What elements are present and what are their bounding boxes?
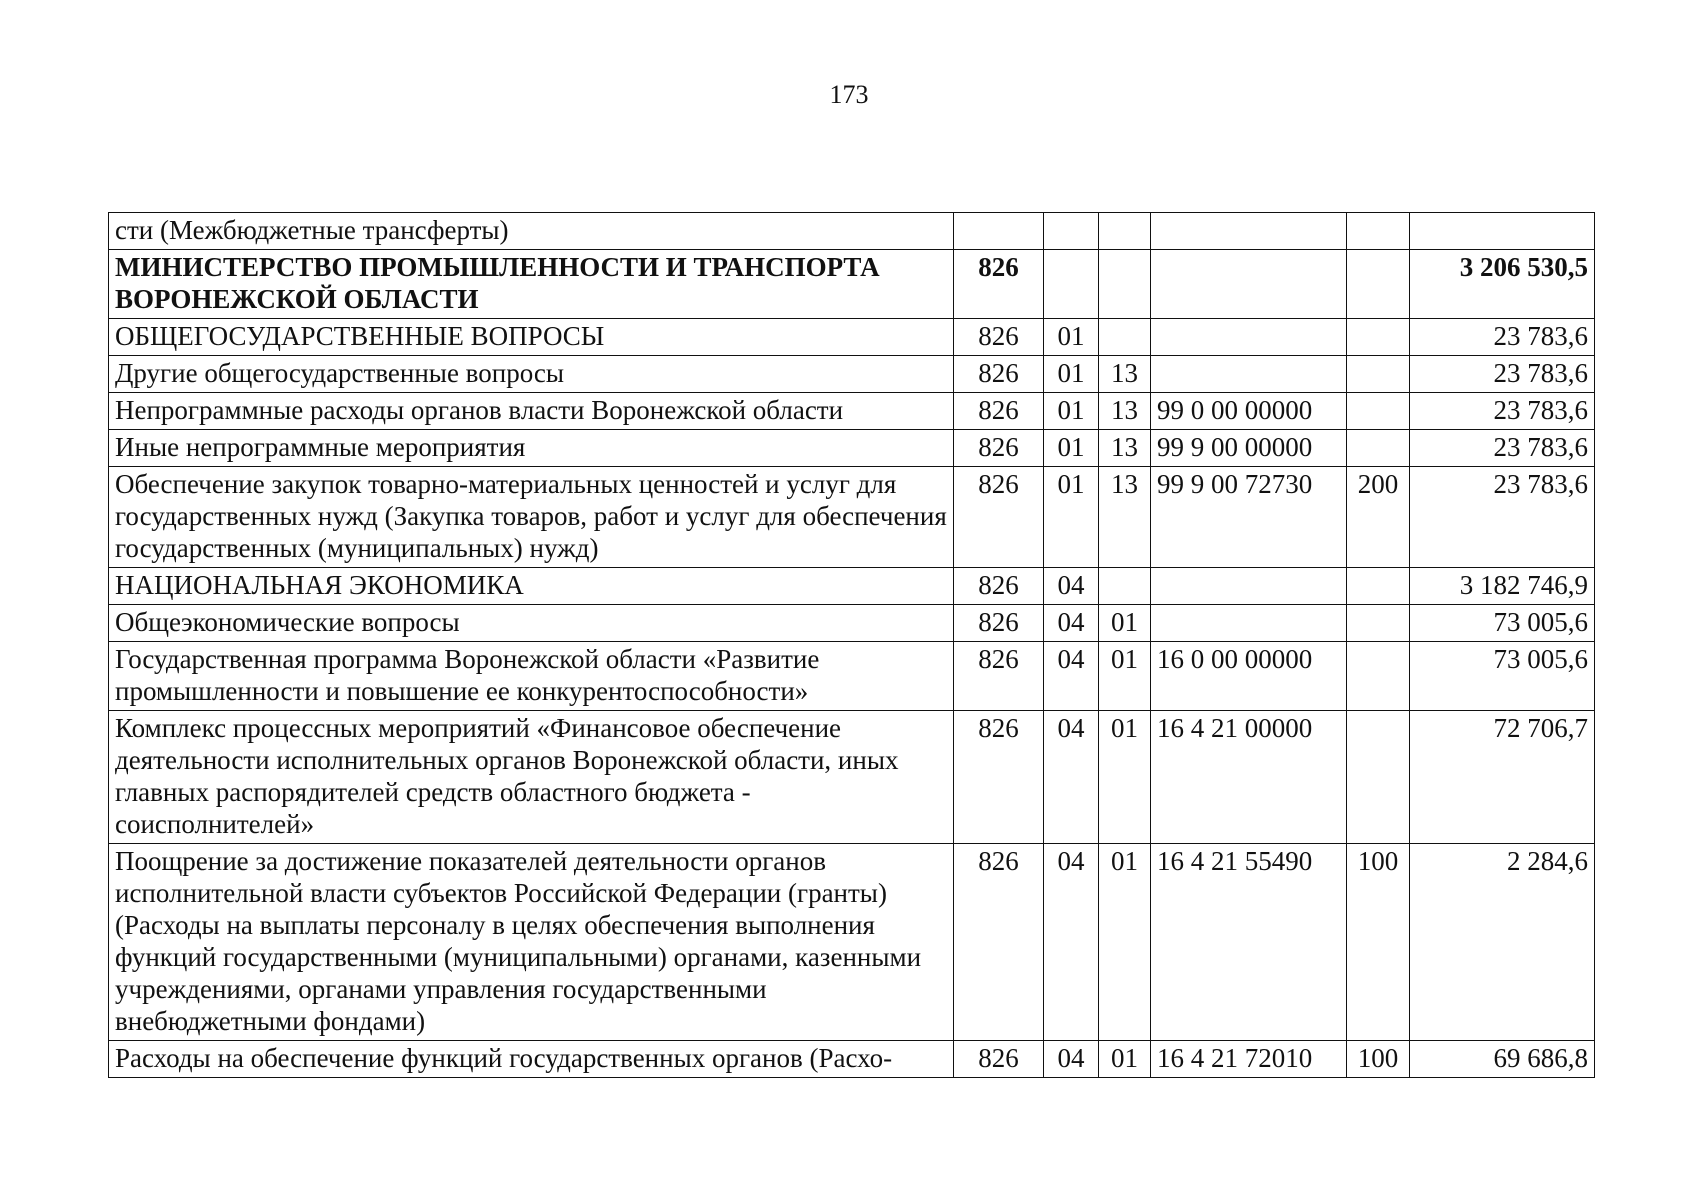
- row-vr: 100: [1347, 1041, 1410, 1078]
- table-row: [109, 356, 1595, 393]
- row-sum: 23 783,6: [1410, 430, 1595, 467]
- budget-table-body: [109, 213, 1595, 1078]
- row-csr: [1151, 213, 1347, 250]
- budget-table: [108, 212, 1595, 1078]
- row-name: Общеэкономические вопросы: [109, 605, 954, 642]
- row-pr: 01: [1099, 605, 1151, 642]
- row-rz: 04: [1044, 844, 1099, 1041]
- row-rz: 01: [1044, 393, 1099, 430]
- table-row: [109, 711, 1595, 844]
- row-ved: 826: [954, 356, 1044, 393]
- row-sum: 23 783,6: [1410, 467, 1595, 568]
- table-row: [109, 213, 1595, 250]
- row-sum: 3 182 746,9: [1410, 568, 1595, 605]
- row-rz: [1044, 213, 1099, 250]
- row-pr: 13: [1099, 356, 1151, 393]
- row-sum: 72 706,7: [1410, 711, 1595, 844]
- row-csr: 16 4 21 00000: [1151, 711, 1347, 844]
- table-row: [109, 250, 1595, 319]
- row-name: Поощрение за достижение показателей деятельности органов исполнительной власти субъектов Российской Федерации (гранты) (Расходы на выплаты персоналу в целях обеспечения выполнения функций государственными (муниципальными) органами, казенными учреждениями, органами управления государственными внебюджетными фондами): [109, 844, 954, 1041]
- row-vr: [1347, 568, 1410, 605]
- row-vr: [1347, 642, 1410, 711]
- row-rz: 04: [1044, 1041, 1099, 1078]
- row-sum: [1410, 213, 1595, 250]
- row-vr: 100: [1347, 844, 1410, 1041]
- table-row: [109, 642, 1595, 711]
- row-csr: [1151, 250, 1347, 319]
- row-sum: 73 005,6: [1410, 642, 1595, 711]
- row-ved: 826: [954, 605, 1044, 642]
- row-name: сти (Межбюджетные трансферты): [109, 213, 954, 250]
- row-pr: 01: [1099, 711, 1151, 844]
- row-rz: 04: [1044, 711, 1099, 844]
- row-csr: 99 9 00 00000: [1151, 430, 1347, 467]
- row-name: МИНИСТЕРСТВО ПРОМЫШЛЕННОСТИ И ТРАНСПОРТА ВОРОНЕЖСКОЙ ОБЛАСТИ: [109, 250, 954, 319]
- row-ved: 826: [954, 319, 1044, 356]
- row-csr: 16 4 21 55490: [1151, 844, 1347, 1041]
- row-name: НАЦИОНАЛЬНАЯ ЭКОНОМИКА: [109, 568, 954, 605]
- row-sum: 23 783,6: [1410, 319, 1595, 356]
- row-pr: 13: [1099, 467, 1151, 568]
- row-csr: [1151, 605, 1347, 642]
- row-sum: 73 005,6: [1410, 605, 1595, 642]
- row-pr: 01: [1099, 1041, 1151, 1078]
- row-vr: [1347, 605, 1410, 642]
- table-row: [109, 1041, 1595, 1078]
- row-pr: 01: [1099, 844, 1151, 1041]
- row-vr: [1347, 393, 1410, 430]
- row-rz: 01: [1044, 356, 1099, 393]
- row-ved: 826: [954, 1041, 1044, 1078]
- row-name: Непрограммные расходы органов власти Воронежской области: [109, 393, 954, 430]
- row-pr: [1099, 213, 1151, 250]
- row-vr: [1347, 319, 1410, 356]
- row-vr: [1347, 213, 1410, 250]
- row-ved: [954, 213, 1044, 250]
- row-csr: 16 0 00 00000: [1151, 642, 1347, 711]
- table-row: [109, 430, 1595, 467]
- row-ved: 826: [954, 430, 1044, 467]
- row-rz: 04: [1044, 642, 1099, 711]
- row-sum: 69 686,8: [1410, 1041, 1595, 1078]
- row-name: Иные непрограммные мероприятия: [109, 430, 954, 467]
- table-row: [109, 319, 1595, 356]
- row-vr: [1347, 250, 1410, 319]
- row-sum: 3 206 530,5: [1410, 250, 1595, 319]
- row-rz: 01: [1044, 467, 1099, 568]
- row-csr: 99 0 00 00000: [1151, 393, 1347, 430]
- row-pr: 01: [1099, 642, 1151, 711]
- table-row: [109, 393, 1595, 430]
- row-pr: [1099, 250, 1151, 319]
- table-row: [109, 568, 1595, 605]
- row-rz: 01: [1044, 319, 1099, 356]
- row-name: Государственная программа Воронежской области «Развитие промышленности и повышение ее конкурентоспособности»: [109, 642, 954, 711]
- row-pr: [1099, 568, 1151, 605]
- row-csr: 99 9 00 72730: [1151, 467, 1347, 568]
- row-ved: 826: [954, 711, 1044, 844]
- row-vr: [1347, 430, 1410, 467]
- row-vr: 200: [1347, 467, 1410, 568]
- row-pr: 13: [1099, 393, 1151, 430]
- row-pr: 13: [1099, 430, 1151, 467]
- row-rz: 04: [1044, 568, 1099, 605]
- table-row: [109, 605, 1595, 642]
- row-rz: [1044, 250, 1099, 319]
- row-name: Обеспечение закупок товарно-материальных ценностей и услуг для государственных нужд (Закупка товаров, работ и услуг для обеспечения государственных (муниципальных) нужд): [109, 467, 954, 568]
- row-vr: [1347, 711, 1410, 844]
- table-row: [109, 844, 1595, 1041]
- row-ved: 826: [954, 393, 1044, 430]
- row-csr: [1151, 356, 1347, 393]
- page-number: 173: [829, 80, 869, 109]
- row-ved: 826: [954, 844, 1044, 1041]
- row-sum: 23 783,6: [1410, 393, 1595, 430]
- row-ved: 826: [954, 467, 1044, 568]
- row-csr: [1151, 568, 1347, 605]
- row-name: Другие общегосударственные вопросы: [109, 356, 954, 393]
- row-ved: 826: [954, 250, 1044, 319]
- row-name: ОБЩЕГОСУДАРСТВЕННЫЕ ВОПРОСЫ: [109, 319, 954, 356]
- row-vr: [1347, 356, 1410, 393]
- table-row: [109, 467, 1595, 568]
- row-name: Комплекс процессных мероприятий «Финансовое обеспечение деятельности исполнительных органов Воронежской области, иных главных распорядителей средств областного бюджета - соисполнителей»: [109, 711, 954, 844]
- row-sum: 2 284,6: [1410, 844, 1595, 1041]
- row-rz: 01: [1044, 430, 1099, 467]
- row-csr: 16 4 21 72010: [1151, 1041, 1347, 1078]
- row-csr: [1151, 319, 1347, 356]
- row-rz: 04: [1044, 605, 1099, 642]
- row-pr: [1099, 319, 1151, 356]
- row-sum: 23 783,6: [1410, 356, 1595, 393]
- row-ved: 826: [954, 568, 1044, 605]
- row-ved: 826: [954, 642, 1044, 711]
- row-name: Расходы на обеспечение функций государственных органов (Расхо-: [109, 1041, 954, 1078]
